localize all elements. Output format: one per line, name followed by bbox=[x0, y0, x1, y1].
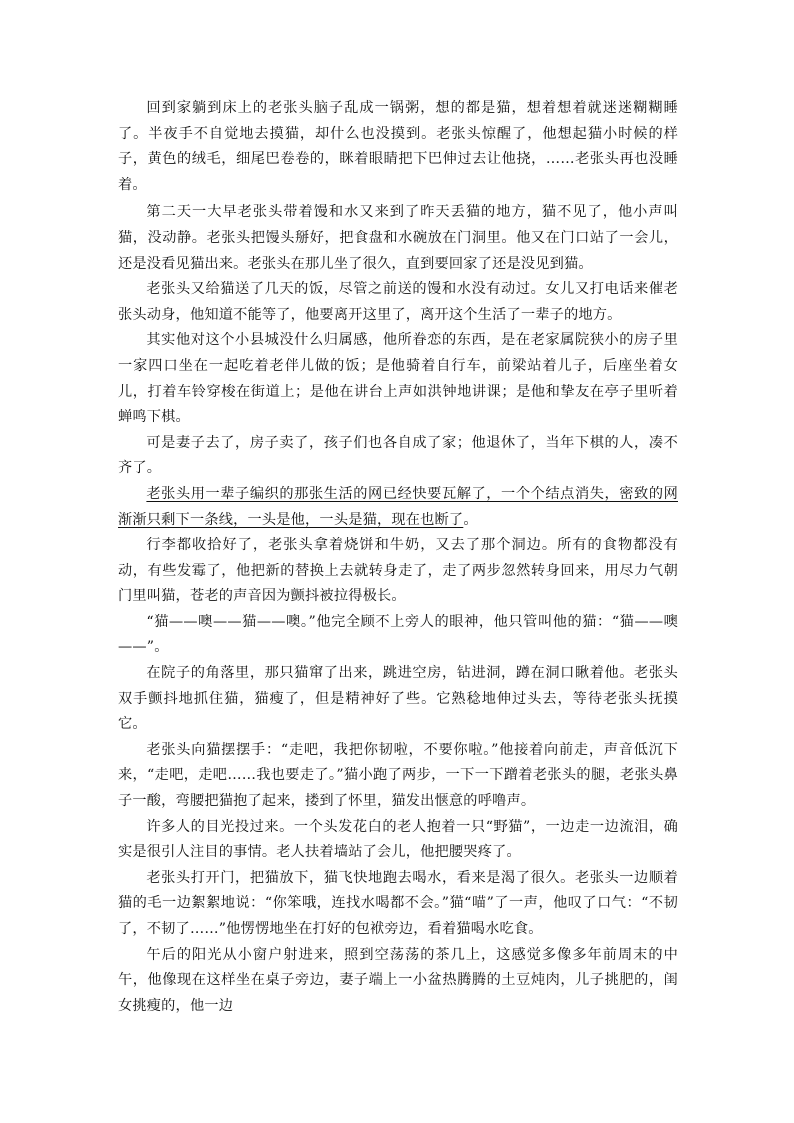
paragraph-10: 老张头向猫摆摆手：“走吧，我把你韧啦，不要你啦。”他接着向前走，声音低沉下来，“走吧，走吧……我也要走了。”猫小跑了两步，一下一下蹭着老张头的腿，老张头鼻子一酸，弯腰把猫抱了起来，搂到了怀里，猫发出惬意的呼噜声。 bbox=[118, 741, 678, 810]
article-body bbox=[118, 96, 678, 1019]
underlined-sentence-end: 。 bbox=[463, 511, 478, 528]
paragraph-2: 第二天一大早老张头带着馒和水又来到了昨天丢猫的地方，猫不见了，他小声叫猫，没动静。老张头把馒头掰好，把食盘和水碗放在门洞里。他又在门口站了一会儿，还是没看见猫出来。老张头在那儿坐了很久，直到要回家了还是没见到猫。 bbox=[118, 204, 678, 272]
paragraph-7: 行李都收拾好了，老张头拿着烧饼和牛奶，又去了那个洞边。所有的食物都没有动，有些发霉了，他把新的替换上去就转身走了，走了两步忽然转身回来，用尽力气朝门里叫猫，苍老的声音因为颤抖被拉得极长。 bbox=[118, 537, 678, 605]
paragraph-13: 午后的阳光从小窗户射进来，照到空荡荡的茶几上，这感觉多像多年前周末的中午，他像现在这样坐在桌子旁边，妻子端上一小盆热腾腾的土豆炖肉，儿子挑肥的，闺女挑瘦的，他一边 bbox=[118, 946, 678, 1014]
paragraph-9: 在院子的角落里，那只猫窜了出来，跳进空房，钻进洞，蹲在洞口瞅着他。老张头双手颤抖地抓住猫，猫瘦了，但是精神好了些。它熟稔地伸过头去，等待老张头抚摸它。 bbox=[118, 665, 678, 733]
paragraph-11: 许多人的目光投过来。一个头发花白的老人抱着一只“野猫”，一边走一边流泪，确实是很引人注目的事情。老人扶着墙站了会儿，他把腰哭疼了。 bbox=[118, 818, 678, 861]
paragraph-4: 其实他对这个小县城没什么归属感，他所眷恋的东西，是在老家属院狭小的房子里一家四口坐在一起吃着老伴儿做的饭；是他骑着自行车，前梁站着儿子，后座坐着女儿，打着车铃穿梭在街道上；是他在讲台上声如洪钟地讲课；是他和挚友在亭子里听着蝉鸣下棋。 bbox=[118, 332, 678, 426]
paragraph-3: 老张头又给猫送了几天的饭，尽管之前送的馒和水没有动过。女儿又打电话来催老张头动身，他知道不能等了，他要离开这里了，离开这个生活了一辈子的地方。 bbox=[118, 281, 678, 323]
paragraph-1: 回到家躺到床上的老张头脑子乱成一锅粥，想的都是猫，想着想着就迷迷糊糊睡了。半夜手不自觉地去摸猫，却什么也没摸到。老张头惊醒了，他想起猫小时候的样子，黄色的绒毛，细尾巴卷卷的，眯着眼睛把下巴伸过去让他挠，……老张头再也没睡着。 bbox=[118, 100, 678, 193]
paragraph-6-underlined bbox=[118, 482, 678, 533]
paragraph-12: 老张头打开门，把猫放下，猫飞快地跑去喝水，看来是渴了很久。老张头一边顺着猫的毛一边絮絮地说：“你笨哦，连找水喝都不会。”猫“喵”了一声，他叹了口气：“不韧了，不韧了……”他愣愣地坐在打好的包袱旁边，看着猫喝水吃食。 bbox=[118, 869, 678, 937]
paragraph-5: 可是妻子去了，房子卖了，孩子们也各自成了家；他退休了，当年下棋的人，凑不齐了。 bbox=[118, 434, 678, 477]
paragraph-8: “猫——噢——猫——噢。”他完全顾不上旁人的眼神，他只管叫他的猫：“猫——噢——”。 bbox=[118, 613, 678, 656]
underlined-sentence: 老张头用一辈子编织的那张生活的网已经快要瓦解了，一个个结点消失，密致的网渐渐只剩下一条线，一头是他，一头是猫，现在也断了 bbox=[118, 485, 678, 528]
